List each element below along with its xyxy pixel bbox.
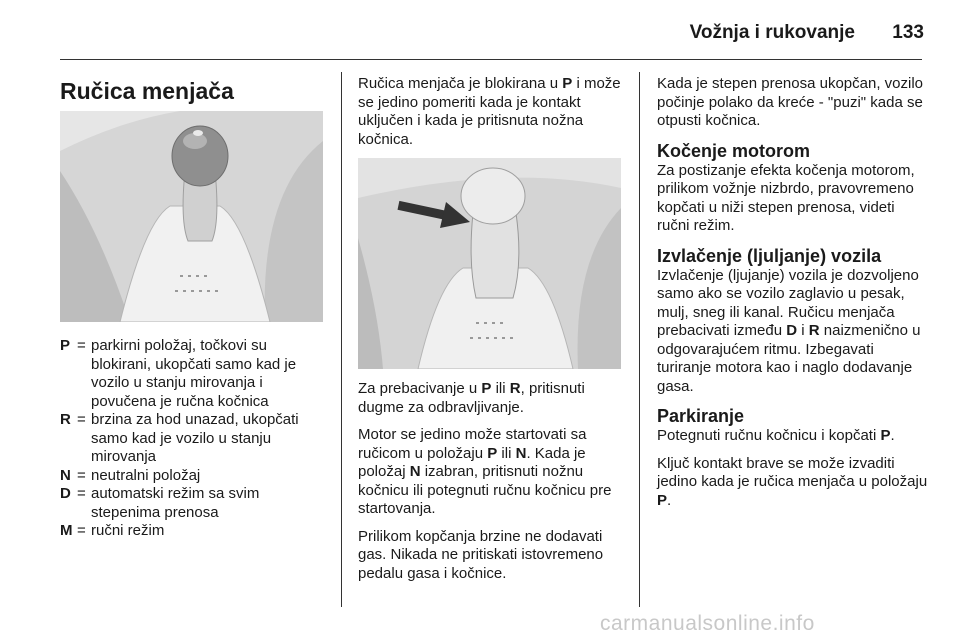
gear-position-legend xyxy=(60,337,330,541)
text-run: izabran, pritisnuti nožnu kočnicu ili potegnuti ručnu kočnicu pre startovanja. xyxy=(358,463,612,517)
legend-text: neutralni položaj xyxy=(91,466,201,484)
text-run: Ručica menjača je blokirana u xyxy=(358,75,563,92)
text-run: Za prebacivanje u xyxy=(358,380,482,397)
bold-run: N xyxy=(409,463,421,480)
paragraph-key-removal xyxy=(657,455,929,511)
text-run: . Kada je položaj xyxy=(358,444,586,480)
bold-run: D xyxy=(786,322,798,339)
paragraph-creep: Kada je stepen prenosa ukopčan, vozilo počinje polako da kreće - "puzi" kada se otpusti kočnica. xyxy=(657,75,924,129)
legend-row-d xyxy=(60,485,330,522)
paragraph-no-gas: Prilikom kopčanja brzine ne dodavati gas. Nikada ne pritiskati istovremeno pedalu gasa i kočnice. xyxy=(358,527,604,582)
legend-text: ručni režim xyxy=(91,522,165,539)
legend-key: D xyxy=(60,485,71,502)
column-divider-2 xyxy=(639,72,640,607)
text-run: , pritisnuti dugme za odbravljivanje. xyxy=(358,380,585,416)
heading-parking: Parkiranje xyxy=(657,406,745,426)
paragraph-engine-start xyxy=(358,426,626,519)
text-run: ili xyxy=(491,380,510,397)
legend-row-n xyxy=(60,467,330,486)
heading-rocking: Izvlačenje (ljuljanje) vozila xyxy=(657,245,882,266)
text-run: i xyxy=(797,322,809,339)
legend-text: automatski režim sa svim stepenima prenosa xyxy=(91,485,260,521)
unlock-button-illustration xyxy=(358,158,621,369)
bold-run: P xyxy=(562,75,573,92)
legend-equals: = xyxy=(77,411,86,428)
legend-text: parkirni položaj, točkovi su blokirani, ukopčati samo kad je vozilo u stanju mirovanja i povučena je ručna kočnica xyxy=(91,337,297,410)
column-divider-1 xyxy=(341,72,342,607)
bold-run: P xyxy=(657,491,668,509)
gear-lever-illustration xyxy=(60,111,323,322)
legend-key: M xyxy=(60,522,73,539)
watermark: carmanualsonline.info xyxy=(600,612,815,635)
paragraph-lever-blocked xyxy=(358,75,626,149)
section-title: Ručica menjača xyxy=(60,78,234,104)
bold-run: R xyxy=(808,322,820,339)
column-2-body xyxy=(358,380,626,592)
column-2-intro xyxy=(358,75,626,158)
paragraph-engine-braking: Za postizanje efekta kočenja motorom, prilikom vožnje nizbrdo, pravovremeno kopčati u niži stepen prenosa, videti ručni režim. xyxy=(657,161,915,234)
text-run: Ključ kontakt brave se može izvaditi jedino kada je ručica menjača u položaju xyxy=(657,454,928,490)
bold-run: N xyxy=(515,444,527,462)
legend-row-m xyxy=(60,522,330,541)
heading-engine-braking: Kočenje motorom xyxy=(657,140,811,161)
legend-key: N xyxy=(60,466,71,484)
text-run: . xyxy=(890,427,895,444)
text-run: ili xyxy=(497,444,516,462)
unlock-button-photo xyxy=(358,158,621,369)
text-run: . xyxy=(667,491,672,509)
running-header-title: Vožnja i rukovanje xyxy=(689,22,855,43)
legend-text: brzina za hod unazad, ukopčati samo kad je vozilo u stanju mirovanja xyxy=(91,411,299,465)
bold-run: R xyxy=(509,380,521,397)
column-3 xyxy=(657,75,929,519)
legend-equals: = xyxy=(77,466,86,484)
paragraph-rocking xyxy=(657,267,929,397)
text-run: Izvlačenje (ljujanje) vozila je dozvoljeno samo ako se vozilo zaglavio u pesak, mulj, sneg ili kanal. Ručicu menjača prebacivati između xyxy=(657,266,919,339)
gear-lever-photo xyxy=(60,111,323,322)
bold-run: P xyxy=(880,427,891,444)
text-run: naizmenično u odgovarajućem ritmu. Izbegavati turiranje motora kao i naglo dodavanje gasa. xyxy=(657,322,921,395)
text-run: Potegnuti ručnu kočnicu i kopčati xyxy=(657,427,881,444)
page-number: 133 xyxy=(892,22,924,43)
paragraph-parking-brake xyxy=(657,427,929,446)
text-run: Motor se jedino može startovati sa ručicom u položaju xyxy=(358,426,587,462)
header-rule xyxy=(60,59,922,60)
legend-equals: = xyxy=(77,522,86,539)
legend-equals: = xyxy=(77,337,86,354)
legend-key: R xyxy=(60,411,71,428)
legend-key: P xyxy=(60,337,71,354)
legend-row-r xyxy=(60,411,330,467)
legend-row-p xyxy=(60,337,330,411)
bold-run: P xyxy=(487,444,498,462)
bold-run: P xyxy=(481,380,492,397)
legend-equals: = xyxy=(77,485,86,502)
paragraph-shift-p-r xyxy=(358,380,626,417)
text-run: i može se jedino pomeriti kada je kontakt uključen i kada je pritisnuta nožna kočnica. xyxy=(358,75,621,148)
